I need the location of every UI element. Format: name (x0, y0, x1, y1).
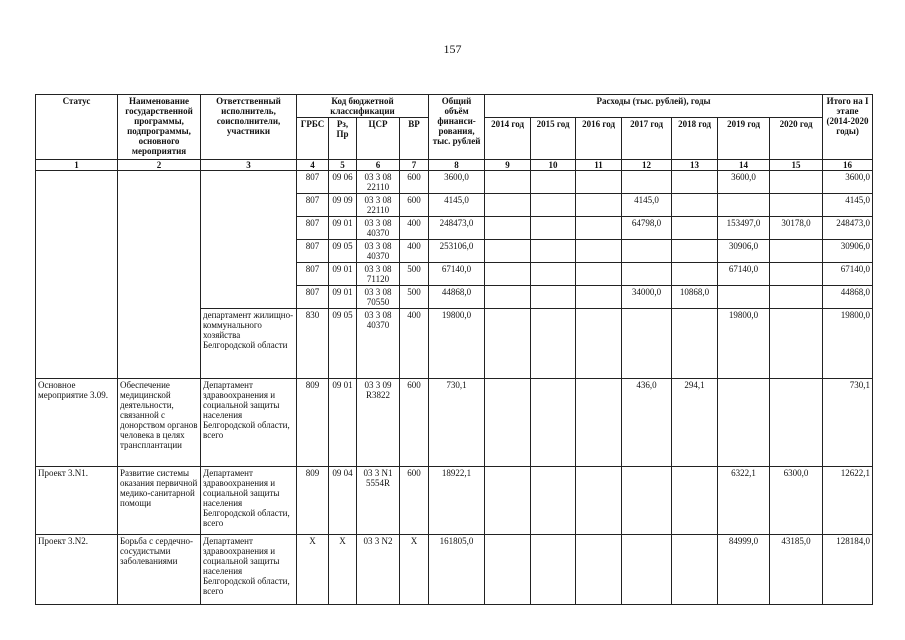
header-expenses: Расходы (тыс. рублей), годы (485, 95, 823, 118)
cell-2014 (485, 240, 531, 263)
column-number: 1 (36, 160, 118, 171)
cell-grbs: 807 (297, 240, 329, 263)
cell-2016 (576, 379, 622, 467)
cell-2014 (485, 467, 531, 535)
cell-2017 (622, 535, 672, 605)
header-stage-total: Итого на I этапе (2014-2020 годы) (823, 95, 873, 160)
cell-stage-total: 67140,0 (823, 263, 873, 286)
cell-rz-pr: X (329, 535, 357, 605)
cell-csr: 03 3 08 40370 (357, 309, 400, 379)
column-number: 13 (672, 160, 718, 171)
cell-csr: 03 3 08 71120 (357, 263, 400, 286)
cell-stage-total: 3600,0 (823, 171, 873, 194)
cell-2019 (718, 286, 770, 309)
cell-2018 (672, 309, 718, 379)
cell-status: Проект 3.N2. (36, 535, 118, 605)
cell-vr: 400 (400, 309, 429, 379)
cell-total: 4145,0 (429, 194, 485, 217)
cell-2020: 6300,0 (770, 467, 823, 535)
cell-stage-total: 44868,0 (823, 286, 873, 309)
cell-2016 (576, 467, 622, 535)
cell-total: 3600,0 (429, 171, 485, 194)
column-number: 10 (531, 160, 576, 171)
header-name: Наименование государственной программы, подпрограммы, основного мероприятия (118, 95, 201, 160)
cell-rz-pr: 09 09 (329, 194, 357, 217)
table-row (36, 467, 873, 535)
cell-grbs: X (297, 535, 329, 605)
cell-2020 (770, 240, 823, 263)
cell-2016 (576, 217, 622, 240)
table-row (36, 379, 873, 467)
cell-grbs: 809 (297, 467, 329, 535)
cell-2019: 19800,0 (718, 309, 770, 379)
cell-total: 19800,0 (429, 309, 485, 379)
cell-csr: 03 3 N1 5554R (357, 467, 400, 535)
header-status: Статус (36, 95, 118, 160)
cell-2019: 30906,0 (718, 240, 770, 263)
cell-total: 730,1 (429, 379, 485, 467)
column-number: 8 (429, 160, 485, 171)
cell-grbs: 830 (297, 309, 329, 379)
cell-rz-pr: 09 01 (329, 379, 357, 467)
header-vr: ВР (400, 118, 429, 160)
cell-2015 (531, 217, 576, 240)
cell-2017 (622, 240, 672, 263)
cell-grbs: 809 (297, 379, 329, 467)
cell-grbs: 807 (297, 263, 329, 286)
header-year-2017: 2017 год (622, 118, 672, 160)
cell-stage-total: 730,1 (823, 379, 873, 467)
cell-rz-pr: 09 06 (329, 171, 357, 194)
budget-table (35, 94, 873, 605)
cell-responsible: департамент жилищно-коммунального хозяйства Белгородской области (201, 309, 297, 379)
cell-name: Развитие системы оказания первичной медико-санитарной помощи (118, 467, 201, 535)
cell-2014 (485, 535, 531, 605)
cell-stage-total: 248473,0 (823, 217, 873, 240)
cell-name: Обеспечение медицинской деятельности, связанной с донорством органов человека в целях трансплантации (118, 379, 201, 467)
cell-2015 (531, 240, 576, 263)
cell-2014 (485, 286, 531, 309)
header-year-2018: 2018 год (672, 118, 718, 160)
cell-responsible (201, 171, 297, 309)
cell-rz-pr: 09 01 (329, 286, 357, 309)
cell-total: 161805,0 (429, 535, 485, 605)
cell-2016 (576, 240, 622, 263)
cell-2015 (531, 194, 576, 217)
cell-2020: 30178,0 (770, 217, 823, 240)
cell-2015 (531, 263, 576, 286)
cell-rz-pr: 09 05 (329, 240, 357, 263)
cell-vr: 500 (400, 286, 429, 309)
cell-status: Основное мероприятие 3.09. (36, 379, 118, 467)
cell-2019: 3600,0 (718, 171, 770, 194)
cell-2014 (485, 194, 531, 217)
cell-vr: 500 (400, 263, 429, 286)
header-year-2016: 2016 год (576, 118, 622, 160)
cell-stage-total: 12622,1 (823, 467, 873, 535)
column-number: 3 (201, 160, 297, 171)
cell-2015 (531, 309, 576, 379)
cell-grbs: 807 (297, 217, 329, 240)
cell-2017: 64798,0 (622, 217, 672, 240)
column-number: 14 (718, 160, 770, 171)
cell-2020: 43185,0 (770, 535, 823, 605)
column-number: 6 (357, 160, 400, 171)
cell-csr: 03 3 09 R3822 (357, 379, 400, 467)
cell-vr: 400 (400, 217, 429, 240)
column-number: 7 (400, 160, 429, 171)
column-number: 11 (576, 160, 622, 171)
column-number: 16 (823, 160, 873, 171)
column-number: 12 (622, 160, 672, 171)
cell-grbs: 807 (297, 171, 329, 194)
cell-total: 44868,0 (429, 286, 485, 309)
cell-2018 (672, 171, 718, 194)
column-number: 4 (297, 160, 329, 171)
column-number: 15 (770, 160, 823, 171)
cell-2016 (576, 309, 622, 379)
cell-2015 (531, 171, 576, 194)
cell-total: 253106,0 (429, 240, 485, 263)
cell-2016 (576, 535, 622, 605)
header-year-2019: 2019 год (718, 118, 770, 160)
cell-2018 (672, 467, 718, 535)
cell-vr: 600 (400, 171, 429, 194)
cell-2015 (531, 467, 576, 535)
cell-2017 (622, 309, 672, 379)
cell-rz-pr: 09 01 (329, 217, 357, 240)
cell-2020 (770, 309, 823, 379)
cell-2018 (672, 535, 718, 605)
cell-2016 (576, 194, 622, 217)
cell-2019 (718, 379, 770, 467)
cell-responsible: Департамент здравоохранения и социальной защиты населения Белгородской области, всего (201, 467, 297, 535)
cell-2019 (718, 194, 770, 217)
cell-status (36, 171, 118, 379)
cell-name (118, 171, 201, 379)
header-year-2014: 2014 год (485, 118, 531, 160)
cell-vr: 600 (400, 194, 429, 217)
cell-2014 (485, 171, 531, 194)
cell-2020 (770, 194, 823, 217)
cell-2017: 436,0 (622, 379, 672, 467)
cell-stage-total: 128184,0 (823, 535, 873, 605)
cell-vr: 400 (400, 240, 429, 263)
header-csr: ЦСР (357, 118, 400, 160)
cell-rz-pr: 09 05 (329, 309, 357, 379)
cell-csr: 03 3 08 70550 (357, 286, 400, 309)
cell-responsible: Департамент здравоохранения и социальной защиты населения Белгородской области, всего (201, 535, 297, 605)
cell-total: 18922,1 (429, 467, 485, 535)
cell-rz-pr: 09 04 (329, 467, 357, 535)
page-number: 157 (443, 42, 462, 56)
cell-2019: 6322,1 (718, 467, 770, 535)
header-responsible: Ответственный исполнитель, соисполнители, участники (201, 95, 297, 160)
cell-stage-total: 19800,0 (823, 309, 873, 379)
header-year-2015: 2015 год (531, 118, 576, 160)
cell-total: 248473,0 (429, 217, 485, 240)
cell-2018 (672, 240, 718, 263)
cell-grbs: 807 (297, 286, 329, 309)
cell-2019: 67140,0 (718, 263, 770, 286)
cell-2016 (576, 263, 622, 286)
cell-2020 (770, 171, 823, 194)
cell-rz-pr: 09 01 (329, 263, 357, 286)
cell-2020 (770, 379, 823, 467)
cell-responsible: Департамент здравоохранения и социальной защиты населения Белгородской области, всего (201, 379, 297, 467)
cell-vr: X (400, 535, 429, 605)
cell-2015 (531, 286, 576, 309)
column-number: 2 (118, 160, 201, 171)
cell-2018: 10868,0 (672, 286, 718, 309)
column-number: 5 (329, 160, 357, 171)
header-year-2020: 2020 год (770, 118, 823, 160)
cell-2018 (672, 194, 718, 217)
cell-grbs: 807 (297, 194, 329, 217)
cell-2017 (622, 171, 672, 194)
cell-2020 (770, 263, 823, 286)
cell-total: 67140,0 (429, 263, 485, 286)
cell-2017 (622, 263, 672, 286)
cell-2014 (485, 217, 531, 240)
cell-2017 (622, 467, 672, 535)
cell-csr: 03 3 N2 (357, 535, 400, 605)
cell-2019: 153497,0 (718, 217, 770, 240)
header-total-volume: Общий объём финанси-рования, тыс. рублей (429, 95, 485, 160)
cell-vr: 600 (400, 379, 429, 467)
cell-csr: 03 3 08 40370 (357, 240, 400, 263)
cell-2014 (485, 263, 531, 286)
table-row (36, 535, 873, 605)
cell-2016 (576, 286, 622, 309)
cell-2020 (770, 286, 823, 309)
cell-status: Проект 3.N1. (36, 467, 118, 535)
cell-2018: 294,1 (672, 379, 718, 467)
header-grbs: ГРБС (297, 118, 329, 160)
cell-2014 (485, 309, 531, 379)
header-rz-pr: Рз, Пр (329, 118, 357, 160)
cell-2019: 84999,0 (718, 535, 770, 605)
column-number: 9 (485, 160, 531, 171)
column-number-row (36, 160, 873, 171)
cell-name: Борьба с сердечно-сосудистыми заболеваниями (118, 535, 201, 605)
cell-2016 (576, 171, 622, 194)
cell-2018 (672, 263, 718, 286)
table-row (36, 171, 873, 194)
header-budget-code: Код бюджетной классификации (297, 95, 429, 118)
cell-2015 (531, 379, 576, 467)
cell-2017: 4145,0 (622, 194, 672, 217)
cell-stage-total: 30906,0 (823, 240, 873, 263)
cell-csr: 03 3 08 40370 (357, 217, 400, 240)
cell-2017: 34000,0 (622, 286, 672, 309)
cell-2018 (672, 217, 718, 240)
cell-stage-total: 4145,0 (823, 194, 873, 217)
cell-csr: 03 3 08 22110 (357, 171, 400, 194)
cell-2014 (485, 379, 531, 467)
cell-vr: 600 (400, 467, 429, 535)
cell-2015 (531, 535, 576, 605)
cell-csr: 03 3 08 22110 (357, 194, 400, 217)
